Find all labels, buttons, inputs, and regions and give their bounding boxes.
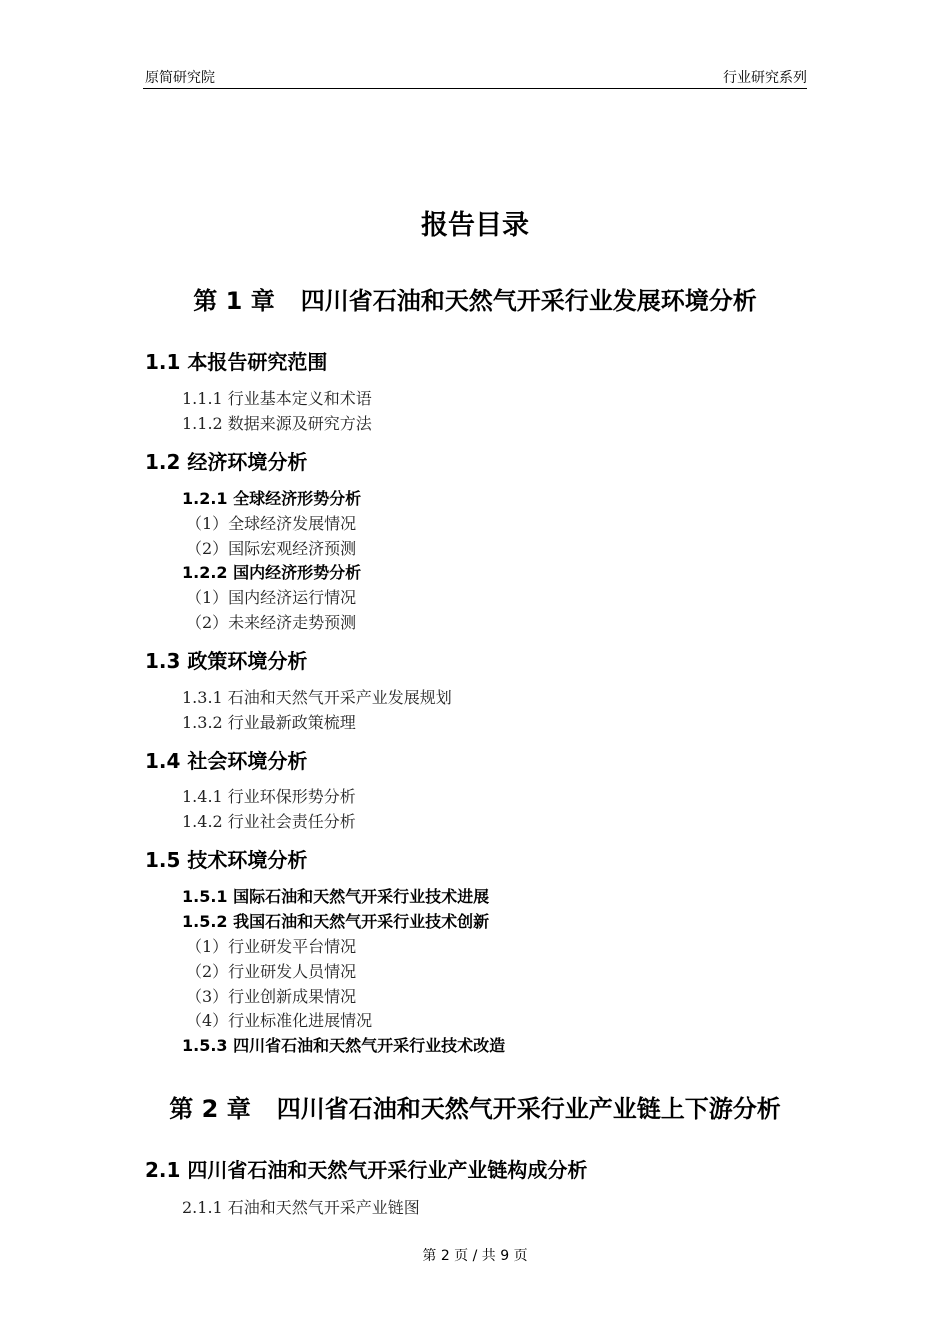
- chapter-2-title: 四川省石油和天然气开采行业产业链上下游分析: [276, 1095, 781, 1123]
- section-1-3: 1.3 政策环境分析: [145, 649, 308, 673]
- chapter-2-number: 第 2 章: [169, 1095, 251, 1123]
- section-1-5: 1.5 技术环境分析: [145, 848, 308, 872]
- subsection-1-4-1: 1.4.1 行业环保形势分析: [182, 787, 356, 806]
- subsection-1-3-2: 1.3.2 行业最新政策梳理: [182, 713, 356, 732]
- chapter-2-heading: [0, 1091, 950, 1127]
- subsection-1-5-3: 1.5.3 四川省石油和天然气开采行业技术改造: [182, 1036, 506, 1055]
- subsection-1-2-2: 1.2.2 国内经济形势分析: [182, 563, 362, 582]
- item-1-2-2-b: （2）未来经济走势预测: [186, 613, 357, 632]
- header-org: 原简研究院: [145, 70, 215, 86]
- section-1-1: 1.1 本报告研究范围: [145, 350, 328, 374]
- subsection-1-3-1: 1.3.1 石油和天然气开采产业发展规划: [182, 688, 452, 707]
- item-1-5-2-d: （4）行业标准化进展情况: [186, 1011, 373, 1030]
- subsection-2-1-1: 2.1.1 石油和天然气开采产业链图: [182, 1198, 420, 1217]
- subsection-1-5-2: 1.5.2 我国石油和天然气开采行业技术创新: [182, 912, 490, 931]
- subsection-1-4-2: 1.4.2 行业社会责任分析: [182, 812, 356, 831]
- item-1-2-1-b: （2）国际宏观经济预测: [186, 539, 357, 558]
- header-series: 行业研究系列: [723, 70, 807, 86]
- subsection-1-2-1: 1.2.1 全球经济形势分析: [182, 489, 362, 508]
- page-footer: 第 2 页 / 共 9 页: [422, 1248, 528, 1264]
- section-1-4: 1.4 社会环境分析: [145, 749, 308, 773]
- item-1-2-1-a: （1）全球经济发展情况: [186, 514, 357, 533]
- chapter-1-title: 四川省石油和天然气开采行业发展环境分析: [300, 287, 757, 315]
- report-toc-title: 报告目录: [421, 210, 529, 241]
- subsection-1-1-1: 1.1.1 行业基本定义和术语: [182, 389, 372, 408]
- subsection-1-1-2: 1.1.2 数据来源及研究方法: [182, 414, 372, 433]
- item-1-5-2-a: （1）行业研发平台情况: [186, 937, 357, 956]
- item-1-5-2-c: （3）行业创新成果情况: [186, 987, 357, 1006]
- chapter-1-number: 第 1 章: [193, 287, 275, 315]
- subsection-1-5-1: 1.5.1 国际石油和天然气开采行业技术进展: [182, 887, 490, 906]
- page-header: [143, 68, 807, 89]
- chapter-1-heading: [0, 283, 950, 319]
- section-1-2: 1.2 经济环境分析: [145, 450, 308, 474]
- item-1-2-2-a: （1）国内经济运行情况: [186, 588, 357, 607]
- section-2-1: 2.1 四川省石油和天然气开采行业产业链构成分析: [145, 1158, 588, 1182]
- item-1-5-2-b: （2）行业研发人员情况: [186, 962, 357, 981]
